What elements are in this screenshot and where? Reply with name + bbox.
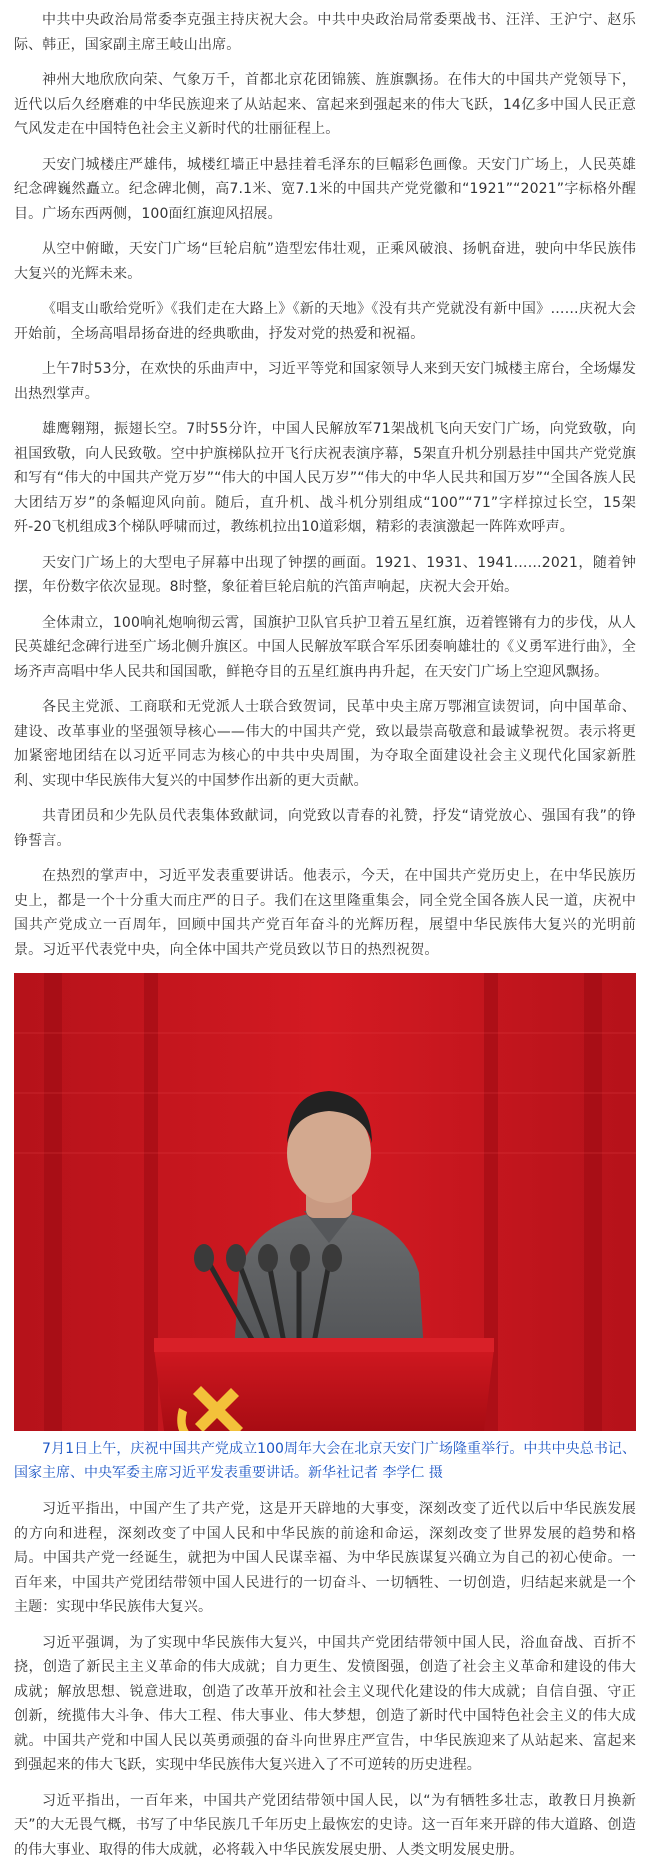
article-paragraph: 天安门广场上的大型电子屏幕中出现了钟摆的画面。1921、1931、1941……2021，随着钟摆，年份数字依次显现。8时整，象征着巨轮启航的汽笛声响起，庆祝大会开始。 <box>14 554 636 595</box>
article-paragraph: 习近平指出，一百年来，中国共产党团结带领中国人民，以“为有牺牲多壮志，敢教日月换新天”的大无畏气概，书写了中华民族几千年历史上最恢宏的史诗。这一百年来开辟的伟大道路、创造的伟大事业、取得的伟大成就，必将载入中华民族发展史册、人类文明发展史册。 <box>14 1792 636 1858</box>
photo-caption: 7月1日上午，庆祝中国共产党成立100周年大会在北京天安门广场隆重举行。中共中央总书记、国家主席、中央军委主席习近平发表重要讲话。新华社记者 李学仁 摄 <box>14 1441 636 1481</box>
article-paragraph: 上午7时53分，在欢快的乐曲声中，习近平等党和国家领导人来到天安门城楼主席台，全场爆发出热烈掌声。 <box>14 361 636 402</box>
article-paragraph: 各民主党派、工商联和无党派人士联合致贺词，民革中央主席万鄂湘宣读贺词，向中国革命、建设、改革事业的坚强领导核心——伟大的中国共产党，致以最崇高敬意和最诚挚祝贺。表示将更加紧密地团结在以习近平同志为核心的中共中央周围，为夺取全面建设社会主义现代化国家新胜利、实现中华民族伟大复兴的中国梦作出新的更大贡献。 <box>14 699 636 789</box>
article-paragraph: 神州大地欣欣向荣、气象万千，首都北京花团锦簇、旌旗飘扬。在伟大的中国共产党领导下，近代以后久经磨难的中华民族迎来了从站起来、富起来到强起来的伟大飞跃，14亿多中国人民正意气风发走在中国特色社会主义新时代的壮丽征程上。 <box>14 72 636 137</box>
article-paragraph: 习近平指出，中国产生了共产党，这是开天辟地的大事变，深刻改变了近代以后中华民族发展的方向和进程，深刻改变了中国人民和中华民族的前途和命运，深刻改变了世界发展的趋势和格局。中国共产党一经诞生，就把为中国人民谋幸福、为中华民族谋复兴确立为自己的初心使命。一百年来，中国共产党团结带领中国人民进行的一切奋斗、一切牺牲、一切创造，归结起来就是一个主题：实现中华民族伟大复兴。 <box>14 1501 636 1615</box>
article-paragraph: 习近平强调，为了实现中华民族伟大复兴，中国共产党团结带领中国人民，浴血奋战、百折不挠，创造了新民主主义革命的伟大成就；自力更生、发愤图强，创造了社会主义革命和建设的伟大成就；解放思想、锐意进取，创造了改革开放和社会主义现代化建设的伟大成就；自信自强、守正创新，统揽伟大斗争、伟大工程、伟大事业、伟大梦想，创造了新时代中国特色社会主义的伟大成就。中国共产党和中国人民以英勇顽强的奋斗向世界庄严宣告，中华民族迎来了从站起来、富起来到强起来的伟大飞跃，实现中华民族伟大复兴进入了不可逆转的历史进程。 <box>14 1634 636 1773</box>
article-paragraph: 《唱支山歌给党听》《我们走在大路上》《新的天地》《没有共产党就没有新中国》……庆祝大会开始前，全场高唱昂扬奋进的经典歌曲，抒发对党的热爱和祝福。 <box>14 301 636 342</box>
news-photo <box>14 973 636 1431</box>
article-paragraph: 全体肃立，100响礼炮响彻云霄，国旗护卫队官兵护卫着五星红旗，迈着铿锵有力的步伐，从人民英雄纪念碑行进至广场北侧升旗区。中国人民解放军联合军乐团奏响雄壮的《义勇军进行曲》，全场齐声高唱中华人民共和国国歌，鲜艳夺目的五星红旗冉冉升起，在天安门广场上空迎风飘扬。 <box>14 614 636 680</box>
article-paragraph: 天安门城楼庄严雄伟，城楼红墙正中悬挂着毛泽东的巨幅彩色画像。天安门广场上，人民英雄纪念碑巍然矗立。纪念碑北侧，高7.1米、宽7.1米的中国共产党党徽和“1921”“2021”字标格外醒目。广场东西两侧，100面红旗迎风招展。 <box>14 156 636 222</box>
article-paragraph: 雄鹰翱翔，振翅长空。7时55分许，中国人民解放军71架战机飞向天安门广场，向党致敬，向祖国致敬，向人民致敬。空中护旗梯队拉开飞行庆祝表演序幕，5架直升机分别悬挂中国共产党党旗和写有“伟大的中国共产党万岁”“伟大的中国人民万岁”“伟大的中华人民共和国万岁”“全国各族人民大团结万岁”的条幅迎风向前。随后，直升机、战斗机分别组成“100”“71”字样掠过长空，15架歼-20飞机组成3个梯队呼啸而过，教练机拉出10道彩烟，精彩的表演激起一阵阵欢呼声。 <box>14 421 636 535</box>
speech-photo-illustration <box>14 973 636 1431</box>
article-paragraph: 在热烈的掌声中，习近平发表重要讲话。他表示，今天，在中国共产党历史上，在中华民族历史上，都是一个十分重大而庄严的日子。我们在这里隆重集会，同全党全国各族人民一道，庆祝中国共产党成立一百周年，回顾中国共产党百年奋斗的光辉历程，展望中华民族伟大复兴的光明前景。习近平代表党中央，向全体中国共产党员致以节日的热烈祝贺。 <box>14 868 636 958</box>
article-paragraph: 从空中俯瞰，天安门广场“巨轮启航”造型宏伟壮观，正乘风破浪、扬帆奋进，驶向中华民族伟大复兴的光辉未来。 <box>14 241 636 282</box>
article-paragraph: 共青团员和少先队员代表集体致献词，向党致以青春的礼赞，抒发“请党放心、强国有我”的铮铮誓言。 <box>14 808 636 849</box>
article-paragraph: 中共中央政治局常委李克强主持庆祝大会。中共中央政治局常委栗战书、汪洋、王沪宁、赵乐际、韩正，国家副主席王岐山出席。 <box>14 12 636 53</box>
